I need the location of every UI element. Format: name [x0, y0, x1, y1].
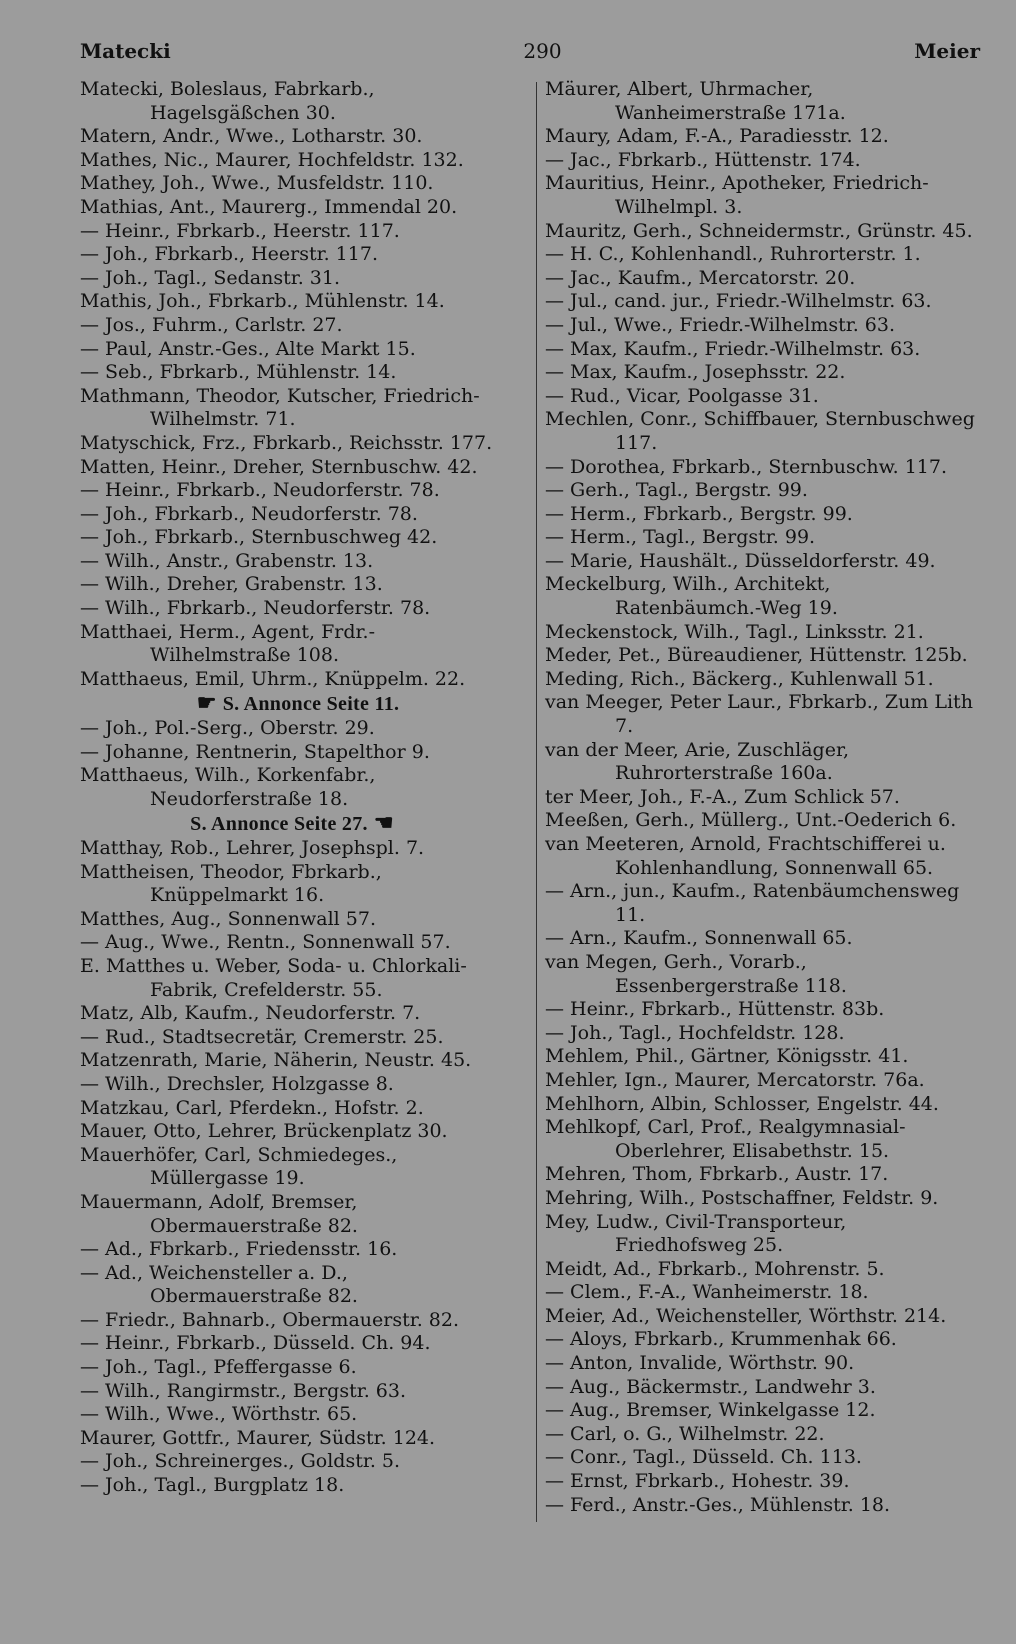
entry: — Wilh., Dreher, Grabenstr. 13.	[80, 573, 383, 596]
entry: Mehlkopf, Carl, Prof., Realgymnasial-Oberlehrer, Elisabethstr. 15.	[545, 1116, 906, 1162]
entry: — Aug., Bäckermstr., Landwehr 3.	[545, 1375, 876, 1398]
annonce-text: S. Annonce Seite 27.	[190, 813, 368, 836]
pointing-hand-icon: ☚	[373, 810, 394, 836]
entry: — Carl, o. G., Wilhelmstr. 22.	[545, 1422, 825, 1445]
entry: Matthes, Aug., Sonnenwall 57.	[80, 907, 377, 930]
entry: Meckenstock, Wilh., Tagl., Linksstr. 21.	[545, 620, 924, 643]
page-number: 290	[523, 39, 562, 63]
entry: — Jul., cand. jur., Friedr.-Wilhelmstr. 63.	[545, 290, 932, 313]
entry: — Joh., Schreinerges., Goldstr. 5.	[80, 1450, 401, 1473]
entry: — Jos., Fuhrm., Carlstr. 27.	[80, 313, 343, 336]
entry: — Joh., Fbrkarb., Sternbuschweg 42.	[80, 526, 438, 549]
entry: — Joh., Pol.-Serg., Oberstr. 29.	[80, 717, 375, 740]
entry: — Conr., Tagl., Düsseld. Ch. 113.	[545, 1446, 862, 1469]
annonce-notice	[80, 691, 510, 717]
entry: Matthaeus, Emil, Uhrm., Knüppelm. 22.	[80, 667, 466, 690]
entry: Matthaei, Herm., Agent, Frdr.-Wilhelmstraße 108.	[80, 620, 376, 667]
entry: Mauermann, Adolf, Bremser, Obermauerstraße 82.	[80, 1190, 358, 1237]
entry: — Wilh., Rangirmstr., Bergstr. 63.	[80, 1379, 407, 1402]
entry: — Rud., Stadtsecretär, Cremerstr. 25.	[80, 1025, 444, 1048]
entry: — Herm., Fbrkarb., Bergstr. 99.	[545, 502, 853, 525]
entry: — Ferd., Anstr.-Ges., Mühlenstr. 18.	[545, 1493, 891, 1516]
entry: — Johanne, Rentnerin, Stapelthor 9.	[80, 740, 430, 763]
entry: — Heinr., Fbrkarb., Neudorferstr. 78.	[80, 479, 440, 502]
entry: — Jac., Fbrkarb., Hüttenstr. 174.	[545, 148, 861, 171]
entry: Mauritz, Gerh., Schneidermstr., Grünstr. 45.	[545, 219, 973, 242]
entry: — Arn., jun., Kaufm., Ratenbäumchensweg 11.	[545, 880, 960, 926]
entry: — Gerh., Tagl., Bergstr. 99.	[545, 479, 808, 502]
entry: Mehlhorn, Albin, Schlosser, Engelstr. 44.	[545, 1092, 939, 1115]
entry: Meder, Pet., Büreaudiener, Hüttenstr. 125b.	[545, 644, 968, 667]
entry: — Dorothea, Fbrkarb., Sternbuschw. 117.	[545, 455, 948, 478]
entry: — Aug., Bremser, Winkelgasse 12.	[545, 1399, 876, 1422]
entry: Matten, Heinr., Dreher, Sternbuschw. 42.	[80, 455, 478, 478]
pointing-hand-icon: ☛	[196, 690, 217, 716]
entry: — Heinr., Fbrkarb., Heerstr. 117.	[80, 219, 400, 242]
entry: Matyschick, Frz., Fbrkarb., Reichsstr. 177.	[80, 431, 493, 454]
entry: Mäurer, Albert, Uhrmacher, Wanheimerstraße 171a.	[545, 78, 846, 124]
entry: Mathey, Joh., Wwe., Musfeldstr. 110.	[80, 172, 434, 195]
entry: — Aug., Wwe., Rentn., Sonnenwall 57.	[80, 931, 451, 954]
entry: Mehlem, Phil., Gärtner, Königsstr. 41.	[545, 1045, 909, 1068]
entry: Mauritius, Heinr., Apotheker, Friedrich-Wilhelmpl. 3.	[545, 172, 929, 218]
entry: — Friedr., Bahnarb., Obermauerstr. 82.	[80, 1308, 460, 1331]
entry: Meeßen, Gerh., Müllerg., Unt.-Oederich 6.	[545, 809, 957, 832]
entry: van Megen, Gerh., Vorarb., Essenbergerstraße 118.	[545, 950, 847, 997]
entry: Matzkau, Carl, Pferdekn., Hofstr. 2.	[80, 1096, 424, 1119]
entry: Matern, Andr., Wwe., Lotharstr. 30.	[80, 125, 423, 148]
entry: Mathias, Ant., Maurerg., Immendal 20.	[80, 195, 458, 218]
entry: — Heinr., Fbrkarb., Düsseld. Ch. 94.	[80, 1332, 431, 1355]
entry: — Ad., Fbrkarb., Friedensstr. 16.	[80, 1238, 398, 1261]
annonce-text: S. Annonce Seite 11.	[222, 693, 400, 716]
entry: — Paul, Anstr.-Ges., Alte Markt 15.	[80, 337, 416, 360]
right-column	[545, 78, 981, 1517]
entry: Mehler, Ign., Maurer, Mercatorstr. 76a.	[545, 1068, 925, 1091]
entry: — Joh., Tagl., Hochfeldstr. 128.	[545, 1021, 845, 1044]
entry: — Max, Kaufm., Friedr.-Wilhelmstr. 63.	[545, 337, 921, 360]
entry: Mehren, Thom, Fbrkarb., Austr. 17.	[545, 1163, 889, 1186]
entry: Matz, Alb, Kaufm., Neudorferstr. 7.	[80, 1002, 421, 1025]
entry: Meidt, Ad., Fbrkarb., Mohrenstr. 5.	[545, 1257, 885, 1280]
entry: Matzenrath, Marie, Näherin, Neustr. 45.	[80, 1049, 472, 1072]
entry: Maurer, Gottfr., Maurer, Südstr. 124.	[80, 1426, 436, 1449]
entry: — Clem., F.-A., Wanheimerstr. 18.	[545, 1281, 869, 1304]
column-divider	[536, 82, 537, 1522]
entry: — Aloys, Fbrkarb., Krummenhak 66.	[545, 1328, 897, 1351]
entry: Mey, Ludw., Civil-Transporteur, Friedhofsweg 25.	[545, 1210, 847, 1257]
entry: — Jac., Kaufm., Mercatorstr. 20.	[545, 266, 856, 289]
entry: Meckelburg, Wilh., Architekt, Ratenbäumch.-Weg 19.	[545, 573, 838, 620]
entry: Matecki, Boleslaus, Fabrkarb., Hagelsgäßchen 30.	[80, 78, 375, 124]
entry: Mechlen, Conr., Schiffbauer, Sternbuschweg 117.	[545, 408, 975, 454]
entry: — Joh., Tagl., Sedanstr. 31.	[80, 266, 340, 289]
entry: van der Meer, Arie, Zuschläger, Ruhrorterstraße 160a.	[545, 738, 849, 785]
entry: Mathis, Joh., Fbrkarb., Mühlenstr. 14.	[80, 290, 445, 313]
header-left-keyword: Matecki	[80, 39, 171, 63]
entry: — H. C., Kohlenhandl., Ruhrorterstr. 1.	[545, 243, 921, 266]
entry: Meier, Ad., Weichensteller, Wörthstr. 214.	[545, 1304, 947, 1327]
annonce-notice	[80, 811, 510, 837]
entry: — Wilh., Wwe., Wörthstr. 65.	[80, 1403, 358, 1426]
entry: van Meeger, Peter Laur., Fbrkarb., Zum Lith 7.	[545, 691, 973, 738]
entry: — Jul., Wwe., Friedr.-Wilhelmstr. 63.	[545, 313, 896, 336]
entry: van Meeteren, Arnold, Frachtschifferei u. Kohlenhandlung, Sonnenwall 65.	[545, 833, 946, 879]
entry: — Ernst, Fbrkarb., Hohestr. 39.	[545, 1470, 850, 1493]
entry: — Joh., Fbrkarb., Heerstr. 117.	[80, 243, 378, 266]
entry: — Joh., Tagl., Pfeffergasse 6.	[80, 1356, 357, 1379]
entry: — Max, Kaufm., Josephsstr. 22.	[545, 361, 846, 384]
entry: — Anton, Invalide, Wörthstr. 90.	[545, 1352, 855, 1375]
left-column	[80, 78, 510, 1498]
entry: — Wilh., Fbrkarb., Neudorferstr. 78.	[80, 597, 431, 620]
entry: — Rud., Vicar, Poolgasse 31.	[545, 384, 819, 407]
entry: Maury, Adam, F.-A., Paradiesstr. 12.	[545, 125, 889, 148]
entry: Mauerhöfer, Carl, Schmiedeges., Müllergasse 19.	[80, 1143, 398, 1190]
entry: Matthaeus, Wilh., Korkenfabr., Neudorferstraße 18.	[80, 764, 376, 810]
entry: ter Meer, Joh., F.-A., Zum Schlick 57.	[545, 785, 900, 808]
entry: — Ad., Weichensteller a. D., Obermauerstraße 82.	[80, 1261, 358, 1308]
entry: — Heinr., Fbrkarb., Hüttenstr. 83b.	[545, 998, 885, 1021]
entry: — Joh., Fbrkarb., Neudorferstr. 78.	[80, 502, 418, 525]
page-header	[80, 36, 980, 66]
entry: Mehring, Wilh., Postschaffner, Feldstr. 9.	[545, 1186, 939, 1209]
entry: — Arn., Kaufm., Sonnenwall 65.	[545, 927, 853, 950]
entry: Mathes, Nic., Maurer, Hochfeldstr. 132.	[80, 148, 464, 171]
entry: — Wilh., Anstr., Grabenstr. 13.	[80, 549, 374, 572]
entry: — Herm., Tagl., Bergstr. 99.	[545, 526, 816, 549]
entry: — Marie, Haushält., Düsseldorferstr. 49.	[545, 549, 936, 572]
entry: Matthay, Rob., Lehrer, Josephspl. 7.	[80, 837, 425, 859]
entry: E. Matthes u. Weber, Soda- u. Chlorkali-Fabrik, Crefelderstr. 55.	[80, 954, 467, 1001]
entry: — Joh., Tagl., Burgplatz 18.	[80, 1474, 345, 1497]
entry: — Wilh., Drechsler, Holzgasse 8.	[80, 1072, 394, 1095]
entry: — Seb., Fbrkarb., Mühlenstr. 14.	[80, 361, 397, 384]
entry: Mauer, Otto, Lehrer, Brückenplatz 30.	[80, 1120, 448, 1143]
entry: Meding, Rich., Bäckerg., Kuhlenwall 51.	[545, 667, 934, 690]
header-right-keyword: Meier	[914, 39, 980, 63]
entry: Mathmann, Theodor, Kutscher, Friedrich-Wilhelmstr. 71.	[80, 384, 480, 431]
entry: Mattheisen, Theodor, Fbrkarb., Knüppelmarkt 16.	[80, 860, 382, 907]
